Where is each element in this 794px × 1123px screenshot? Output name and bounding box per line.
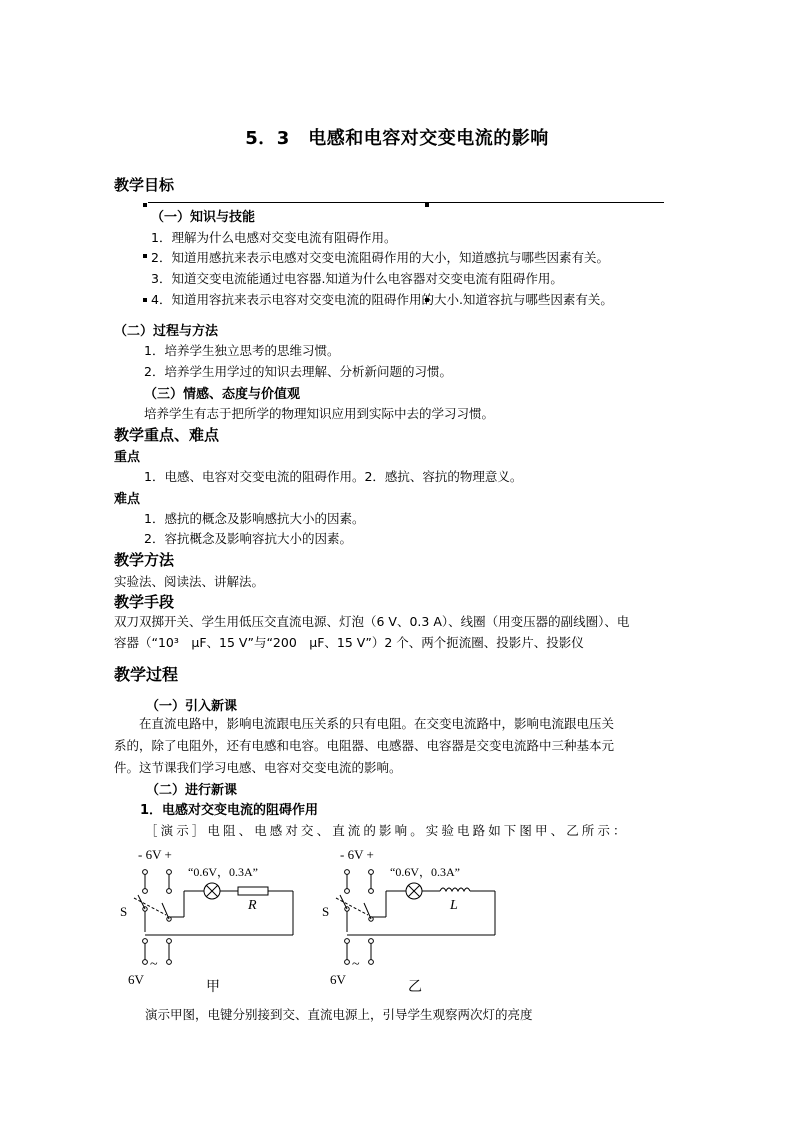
knowledge-item: 1．理解为什么电感对交变电流有阻碍作用。 bbox=[151, 230, 397, 245]
anchor-mark bbox=[425, 203, 429, 207]
difficulty-item: 1．感抗的概念及影响感抗大小的因素。 bbox=[144, 511, 365, 526]
circuit-top-label: - 6V + bbox=[138, 847, 172, 862]
difficulty-heading: 难点 bbox=[114, 492, 141, 507]
circuit-left bbox=[120, 847, 293, 995]
bottom-label: 6V bbox=[128, 972, 144, 987]
page-title: 5．3 电感和电容对交变电流的影响 bbox=[245, 128, 549, 149]
resistor-symbol bbox=[238, 887, 268, 895]
terminal bbox=[143, 960, 148, 965]
knowledge-item: 2．知道用感抗来表示电感对交变电流阻碍作用的大小，知道感抗与哪些因素有关。 bbox=[151, 250, 609, 265]
switch-label: S bbox=[322, 904, 330, 919]
intro-line: 系的，除了电阻外，还有电感和电容。电阻器、电感器、电容器是交变电流路中三种基本元 bbox=[114, 738, 615, 753]
terminal bbox=[345, 870, 350, 875]
demo-line: ［演示］电阻、电感对交、直流的影响。实验电路如下图甲、乙所示： bbox=[145, 823, 629, 838]
terminal bbox=[345, 939, 350, 944]
anchor-mark bbox=[143, 254, 147, 258]
circuit-right bbox=[322, 847, 495, 995]
knowledge-item: 3．知道交变电流能通过电容器.知道为什么电容器对交变电流有阻碍作用。 bbox=[151, 271, 563, 286]
process-heading: 教学过程 bbox=[114, 665, 179, 684]
circuit-top-label: - 6V + bbox=[340, 847, 374, 862]
terminal bbox=[167, 960, 172, 965]
circuit-caption: 乙 bbox=[408, 980, 422, 995]
ac-symbol: ~ bbox=[150, 957, 158, 972]
terminal bbox=[369, 960, 374, 965]
ac-symbol: ~ bbox=[352, 957, 360, 972]
key-text: 1．电感、电容对交变电流的阻碍作用。2．感抗、容抗的物理意义。 bbox=[144, 469, 523, 484]
new-lesson-heading: （二）进行新课 bbox=[146, 783, 238, 798]
methods-heading: 教学方法 bbox=[114, 551, 175, 569]
knowledge-item: 4．知道用容抗来表示电容对交变电流的阻碍作用的大小.知道容抗与哪些因素有关。 bbox=[151, 292, 613, 307]
difficulty-item: 2．容抗概念及影响容抗大小的因素。 bbox=[144, 531, 352, 546]
intro-heading: （一）引入新课 bbox=[146, 699, 238, 714]
keypoints-heading: 教学重点、难点 bbox=[114, 426, 220, 444]
switch-blade bbox=[138, 895, 145, 909]
tools-text: 容器（“10³ μF、15 V”与“200 μF、15 V”）2 个、两个扼流圈、投影片、投影仪 bbox=[114, 635, 584, 650]
terminal bbox=[167, 889, 172, 894]
terminal bbox=[167, 939, 172, 944]
key-heading: 重点 bbox=[114, 450, 141, 465]
tools-text: 双刀双掷开关、学生用低压交直流电源、灯泡（6 V、0.3 A）、线圈（用变压器的副线圈）、电 bbox=[114, 614, 630, 629]
switch-blade bbox=[364, 903, 371, 919]
bulb-label: “0.6V，0.3A” bbox=[188, 865, 258, 879]
anchor-mark bbox=[143, 298, 147, 302]
terminal bbox=[345, 960, 350, 965]
terminal bbox=[143, 939, 148, 944]
component-label: L bbox=[450, 898, 458, 913]
terminal bbox=[167, 870, 172, 875]
knowledge-heading: （一）知识与技能 bbox=[151, 210, 256, 225]
intro-paragraph bbox=[114, 713, 680, 779]
emotion-heading: （三）情感、态度与价值观 bbox=[144, 387, 301, 402]
bulb-label: “0.6V，0.3A” bbox=[390, 865, 460, 879]
heading-rule bbox=[148, 202, 664, 203]
terminal bbox=[369, 939, 374, 944]
terminal bbox=[369, 889, 374, 894]
switch-label: S bbox=[120, 904, 128, 919]
demo-followup-text: 演示甲图，电键分别接到交、直流电源上，引导学生观察两次灯的亮度 bbox=[145, 1007, 533, 1022]
intro-line: 在直流电路中，影响电流跟电压关系的只有电阻。在交变电流路中，影响电流跟电压关 bbox=[114, 716, 615, 731]
emotion-text: 培养学生有志于把所学的物理知识应用到实际中去的学习习惯。 bbox=[144, 406, 495, 421]
tools-heading: 教学手段 bbox=[114, 593, 175, 611]
component-label: R bbox=[248, 898, 257, 913]
process-method-item: 2．培养学生用学过的知识去理解、分析新问题的习惯。 bbox=[144, 364, 452, 379]
inductor-symbol bbox=[440, 888, 470, 891]
switch-blade bbox=[162, 903, 169, 919]
subsection-heading: 1．电感对交变电流的阻碍作用 bbox=[140, 803, 319, 818]
anchor-mark bbox=[143, 203, 147, 207]
circuit-caption: 甲 bbox=[206, 980, 220, 995]
switch-blade bbox=[340, 895, 347, 909]
terminal bbox=[369, 870, 374, 875]
terminal bbox=[143, 870, 148, 875]
teaching-goals-heading: 教学目标 bbox=[114, 176, 175, 194]
methods-text: 实验法、阅读法、讲解法。 bbox=[114, 574, 265, 589]
terminal bbox=[345, 889, 350, 894]
circuit-diagrams bbox=[110, 843, 510, 995]
intro-line: 件。这节课我们学习电感、电容对交变电流的影响。 bbox=[114, 760, 402, 775]
process-method-item: 1．培养学生独立思考的思维习惯。 bbox=[144, 343, 340, 358]
process-method-heading: （二）过程与方法 bbox=[114, 324, 219, 339]
bottom-label: 6V bbox=[330, 972, 346, 987]
terminal bbox=[143, 889, 148, 894]
